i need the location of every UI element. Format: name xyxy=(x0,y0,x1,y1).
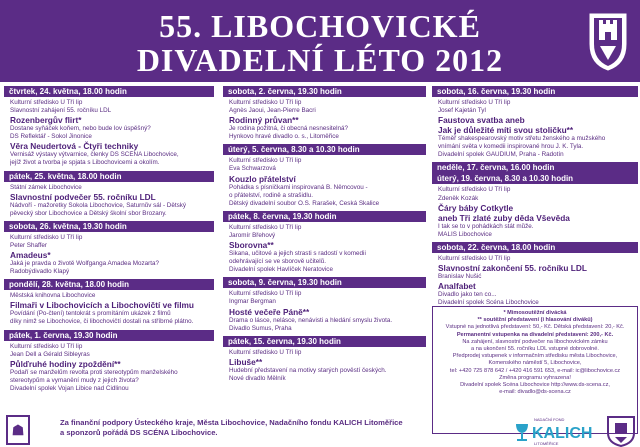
ticket-info-line: ** soutěžní představení (i hlasování diváků) xyxy=(477,317,593,324)
event-date-bar: pátek, 1. června, 19.30 hodin xyxy=(4,330,214,341)
event-title: Slavnostní podvečer 55. ročníku LDL xyxy=(10,191,156,202)
kalich-logo xyxy=(514,417,596,445)
sponsor-footer xyxy=(0,413,640,447)
event-date-bar: čtvrtek, 24. května, 18.00 hodin xyxy=(4,86,214,97)
event-details xyxy=(432,97,638,159)
event-title: Kouzlo přátelství xyxy=(229,173,296,184)
ticket-info-line: Změna programu vyhrazena! xyxy=(499,374,571,381)
event-details xyxy=(223,347,426,383)
event-detail-line: Zdeněk Kozák xyxy=(438,194,479,202)
kalich-logo-bottom: LITOMĚŘICE xyxy=(534,441,559,446)
event-date-bar: sobota, 16. června, 19.30 hodin xyxy=(432,86,638,97)
ticket-info-line: * Mimosoutěžní divácká xyxy=(503,310,567,316)
event-detail-line: Kulturní středisko U Tří lip xyxy=(229,99,302,106)
event-date-bar: úterý, 5. června, 8.30 a 10.30 hodin xyxy=(223,144,426,155)
header-banner xyxy=(0,0,640,82)
event-title: Slavnostní zakončení 55. ročníku LDL xyxy=(438,262,587,273)
event-date-bar: pátek, 25. května, 18.00 hodin xyxy=(4,171,214,182)
sponsor-line-1: Za finanční podpory Ústeckého kraje, Města Libochovice, Nadačního fondu KALICH Litoměřice xyxy=(60,418,403,427)
event-detail-line: Divadelní spolek Havlíček Neratovice xyxy=(229,266,333,274)
event-detail-line: MALIS Libochovice xyxy=(438,230,492,238)
event-detail-line: Divadlo Sumus, Praha xyxy=(229,324,292,332)
event-detail-line: I tak se to v pohádkách stát může. xyxy=(438,222,534,230)
event-detail-line: Kulturní středisko U Tří lip xyxy=(10,99,83,106)
event-detail-line: Dětský divadelní soubor O.S. Rarašek, Česká Skalice xyxy=(229,199,380,207)
event-detail-line: Divadelní spolek Vojan Libice nad Cidlinou xyxy=(10,384,129,392)
event-detail-line: Divadelní spolek GAUDIUM, Praha - Radotín xyxy=(438,151,564,159)
event-detail-line: Kulturní středisko U Tří lip xyxy=(229,348,302,356)
event-detail-line: Agnès Jaoui, Jean-Pierre Bacri xyxy=(229,107,316,115)
event-title: Půlďruhé hodiny zpoždění** xyxy=(10,358,121,369)
event-detail-line: Jaká je pravda o životě Wolfganga Amadea Mozarta? xyxy=(10,260,159,268)
ticket-info-line: tel: +420 725 878 642 / +420 416 591 653, e-mail: ic@libochovice.cz xyxy=(449,367,621,374)
festival-title-line2: DIVADELNÍ LÉTO 2012 xyxy=(136,42,504,78)
event-title: Čáry báby Cotkytle xyxy=(438,202,514,213)
program-entry xyxy=(4,279,214,326)
event-detail-line: Hynkovo hravé divadlo o. s., Litoměřice xyxy=(229,133,339,141)
event-date-bar: sobota, 26. května, 19.30 hodin xyxy=(4,221,214,232)
event-detail-line: vnímání světa v komedii inspirované hrou J. K. Tyla. xyxy=(438,143,584,151)
program-entry xyxy=(4,221,214,276)
event-detail-line: Branislav Nušić xyxy=(438,272,482,280)
event-detail-line: Hudební představení na motivy starých pověstí českých. xyxy=(229,366,387,374)
event-detail-line: Divadelní spolek Scéna Libochovice xyxy=(438,299,539,307)
event-detail-line: Eva Schwarzová xyxy=(229,165,276,173)
town-seal-icon xyxy=(606,415,636,447)
ticket-info-line: Vstupné na jednotlivá představení: 50,- Kč. Dětská představení: 20,- Kč. xyxy=(445,324,625,331)
event-detail-line: stereotypům a vymanění mudy z jejich života? xyxy=(10,376,139,384)
program-entry xyxy=(4,171,214,218)
program-column-3 xyxy=(432,86,638,310)
event-details xyxy=(432,253,638,307)
event-detail-line: Drama o lásce, nelásce, nenávisti a hledání smyslu života. xyxy=(229,316,393,324)
event-details xyxy=(4,232,214,276)
event-details xyxy=(432,184,638,238)
event-date-bar: pondělí, 28. května, 18.00 hodin xyxy=(4,279,214,290)
event-date-bar: pátek, 8. června, 19.30 hodin xyxy=(223,211,426,222)
program-entry xyxy=(432,242,638,307)
program-entry xyxy=(223,211,426,274)
program-entry xyxy=(432,173,638,238)
event-title: Věra Neudertová - Čtyři techniky xyxy=(10,141,139,152)
event-detail-line: Kulturní středisko U Tří lip xyxy=(10,342,83,350)
event-detail-line: jejíž život a tvorba je spjata s Libochovicemi a okolím. xyxy=(10,159,160,167)
event-date-bar: úterý, 19. června, 8.30 a 10.30 hodin xyxy=(432,173,638,184)
event-detail-line: Jean Dell a Gérald Sibleyras xyxy=(10,350,90,358)
event-detail-line: Kulturní středisko U Tří lip xyxy=(10,233,83,241)
ticket-info-line: Předprodej vstupenek v informačním středisku města Libochovice, xyxy=(452,353,618,360)
event-detail-line: Téměř shakespearovský motiv střetu ženského a mužského xyxy=(438,135,606,143)
event-detail-line: Slavnostní zahájení 55. ročníku LDL xyxy=(10,107,112,115)
event-detail-line: Šikana, učitové a jejich strasti s radostí v komedii xyxy=(229,250,366,258)
event-detail-line: Kulturní středisko U Tří lip xyxy=(229,223,302,231)
event-date-bar: sobota, 2. června, 19.30 hodin xyxy=(223,86,426,97)
event-detail-line: DS Reflektář - Sokol Jinonice xyxy=(10,133,92,141)
event-details xyxy=(4,97,214,168)
event-detail-line: Kulturní středisko U Tří lip xyxy=(438,186,511,194)
event-detail-line: Kulturní středisko U Tří lip xyxy=(229,290,302,298)
event-title: Hosté večeře Páně** xyxy=(229,306,310,317)
ticket-info-line: Komenského náměstí 5, Libochovice, xyxy=(488,360,582,367)
chalice-icon xyxy=(514,423,530,443)
event-detail-line: Vernisáž výstavy výtvarnice, členky DS SCÉNA Libochovice, xyxy=(10,151,179,159)
event-detail-line: pěvecký sbor Libochovice a Dětský školní sbor Brozany. xyxy=(10,209,167,217)
program-column-2 xyxy=(223,86,426,386)
event-details xyxy=(223,222,426,274)
event-title: Amadeus* xyxy=(10,250,51,261)
event-detail-line: o přátelství, rodině a strašidlu. xyxy=(229,191,313,199)
ticket-info-line: Na zahájení, slavnostní podvečer na libochovickém zámku xyxy=(462,338,608,345)
town-crest-icon xyxy=(586,6,630,72)
event-title: Jak je důležité míti svou stoličku** xyxy=(438,125,574,136)
event-details xyxy=(223,288,426,332)
event-date-bar: neděle, 17. června, 16.00 hodin xyxy=(432,162,638,173)
program-entry xyxy=(432,162,638,173)
event-detail-line: Kulturní středisko U Tří lip xyxy=(229,157,302,165)
event-detail-line: Povídání (Po-čtení) tentokrát s promítáním ukázek z filmů xyxy=(10,310,171,318)
event-detail-line: Radobýdivadlo Klapý xyxy=(10,268,70,276)
sponsor-line-2: a sponzorů pořádá DS SCÉNA Libochovice. xyxy=(60,428,218,437)
event-detail-line: Nové divadlo Mělník xyxy=(229,374,286,382)
kalich-logo-top: NADAČNÍ FOND xyxy=(534,417,565,422)
event-detail-line: odehrávající se ve sborově učitelů. xyxy=(229,258,326,266)
event-title: Rozenbergův flirt* xyxy=(10,115,82,126)
program-entry xyxy=(432,86,638,159)
program-column-1 xyxy=(4,86,214,396)
event-title: Rodinný průvan** xyxy=(229,115,299,126)
event-detail-line: Dostane syňáček koňem, nebo bude lov úspěšný? xyxy=(10,125,151,133)
event-detail-line: díky nimž se Libochovice, či libochovičtí dostali na stříbrné plátno. xyxy=(10,318,194,326)
festival-title-line1: 55. LIBOCHOVICKÉ xyxy=(159,8,481,44)
program-entry xyxy=(223,86,426,141)
event-details xyxy=(4,182,214,218)
event-details xyxy=(4,341,214,393)
event-detail-line: Ingmar Bergman xyxy=(229,298,276,306)
event-title: Analfabet xyxy=(438,281,476,292)
ticket-info-line: e-mail: divadlo@ds-scena.cz xyxy=(499,389,571,396)
event-detail-line: Kulturní středisko U Tří lip xyxy=(438,254,511,262)
event-title: aneb Tři zlaté zuby děda Vševěda xyxy=(438,212,570,223)
event-detail-line: Divadlo jako ten co... xyxy=(438,291,497,299)
event-title: Filmaři v Libochovicích a Libochovičtí ve filmu xyxy=(10,300,194,311)
event-detail-line: Josef Kajetán Tyl xyxy=(438,107,486,115)
event-detail-line: Městská knihovna Libochovice xyxy=(10,292,96,300)
program-entry xyxy=(223,336,426,383)
event-date-bar: sobota, 22. června, 18.00 hodin xyxy=(432,242,638,253)
event-detail-line: Pohádka s písničkami inspirovaná B. Němcovou - xyxy=(229,183,368,191)
sponsor-text xyxy=(60,418,450,438)
event-detail-line: Nádvoří - mažoretky Sokola Libochovice, Saturnův sál - Dětský xyxy=(10,201,187,209)
event-details xyxy=(223,97,426,141)
event-date-bar: pátek, 15. června, 19.30 hodin xyxy=(223,336,426,347)
event-detail-line: Peter Shaffer xyxy=(10,241,47,249)
kalich-logo-word: KALICH xyxy=(532,425,593,442)
region-logo-icon: ☗ xyxy=(6,415,30,445)
event-detail-line: Kulturní středisko U Tří lip xyxy=(438,99,511,106)
event-detail-line: Podaří se manželům revolta proti stereotypům manželského xyxy=(10,368,178,376)
event-title: Sborovna** xyxy=(229,240,274,251)
event-details xyxy=(4,290,214,326)
ticket-info-line: a na ukončení 55. ročníku LDL vstupné dobrovolné. xyxy=(471,346,599,353)
ticket-info-line: Divadelní spolek Scéna Libochovice http://www.ds-scena.cz, xyxy=(460,382,610,389)
program-entry xyxy=(4,330,214,393)
event-details xyxy=(223,155,426,207)
program-entry xyxy=(4,86,214,168)
event-date-bar: sobota, 9. června, 19.30 hodin xyxy=(223,277,426,288)
program-entry xyxy=(223,144,426,207)
program-entry xyxy=(223,277,426,332)
event-title: Libuše** xyxy=(229,356,263,367)
ticket-info-line: Permanentní vstupenka na divadelní představení: 200,- Kč. xyxy=(456,331,614,338)
event-detail-line: Je rodina požitná, či obecná nesnesitelná? xyxy=(229,125,349,133)
event-detail-line: Jaromír Břehový xyxy=(229,231,276,239)
event-title: Faustova svatba aneb xyxy=(438,115,525,126)
event-detail-line: Státní zámek Libochovice xyxy=(10,183,82,191)
